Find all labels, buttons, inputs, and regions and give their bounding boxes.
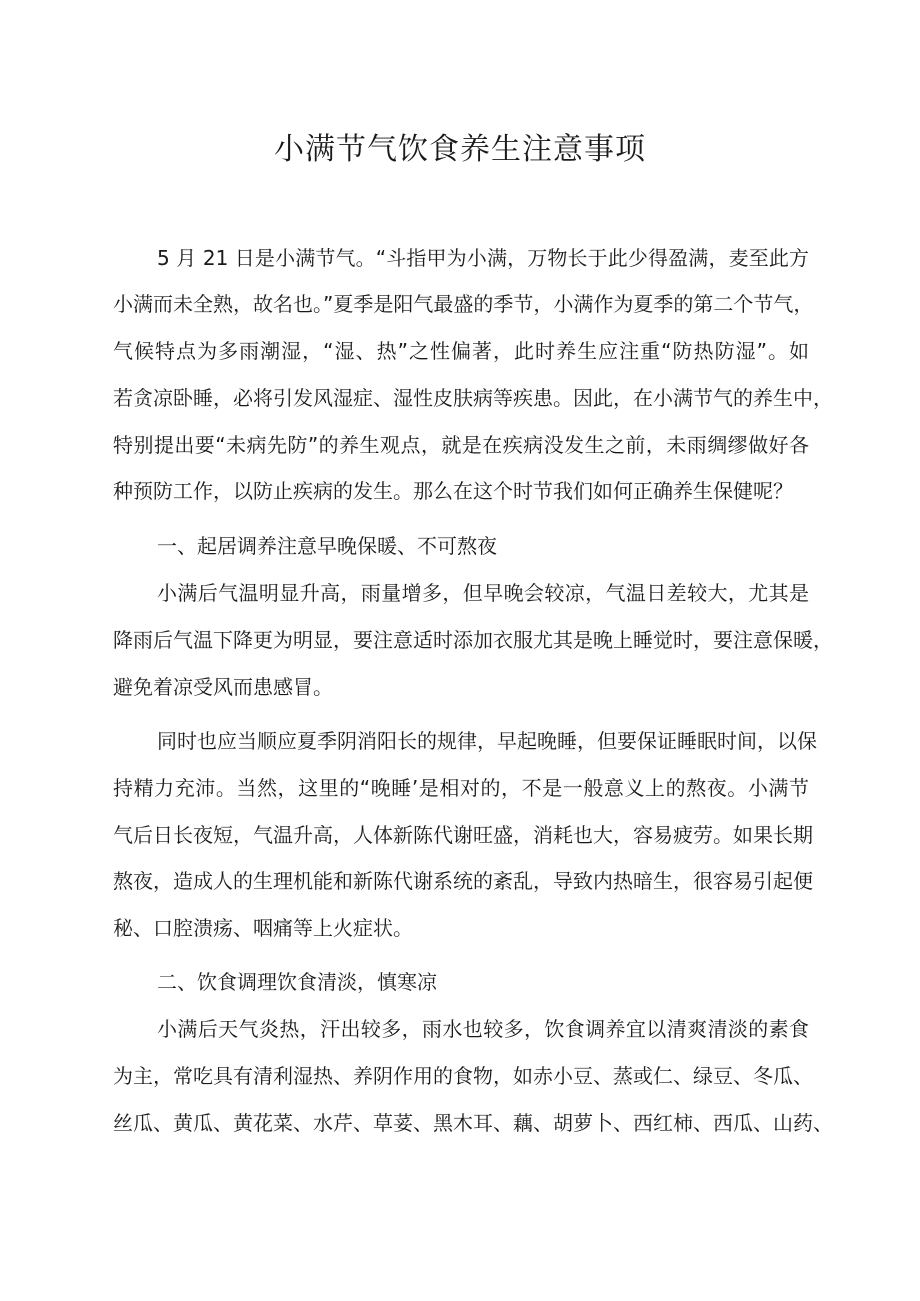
paragraph-3-line-1: 同时也应当顺应夏季阴消阳长的规律，早起晚睡，但要保证睡眠时间，以保 <box>157 729 817 753</box>
paragraph-1-line-5: 特别提出要“未病先防”的养生观点，就是在疾病没发生之前，未雨绸缪做好各 <box>113 433 809 457</box>
paragraph-4-line-3: 丝瓜、黄瓜、黄花菜、水芹、草荽、黑木耳、藕、胡萝卜、西红柿、西瓜、山药、 <box>113 1111 833 1135</box>
paragraph-3-line-4: 熬夜，造成人的生理机能和新陈代谢系统的紊乱，导致内热暗生，很容易引起便 <box>113 869 813 893</box>
paragraph-3-line-3: 气后日长夜短，气温升高，人体新陈代谢旺盛，消耗也大，容易疲劳。如果长期 <box>113 823 813 847</box>
paragraph-2-line-1: 小满后气温明显升高，雨量增多，但早晚会较凉，气温日差较大，尤其是 <box>157 581 809 605</box>
paragraph-2-line-2: 降雨后气温下降更为明显，要注意适时添加衣服尤其是晚上睡觉时，要注意保暖， <box>113 628 833 652</box>
paragraph-3-line-2: 持精力充沛。当然，这里的“晚睡’是相对的，不是一般意义上的熬夜。小满节 <box>113 776 809 800</box>
section-heading-2: 二、饮食调理饮食清淡，慎寒凉 <box>157 970 437 994</box>
paragraph-2-line-3: 避免着凉受风而患感冒。 <box>113 675 333 699</box>
paragraph-1-line-6: 种预防工作，以防止疾病的发生。那么在这个时节我们如何正确养生保健呢？ <box>113 479 793 503</box>
paragraph-3-line-5: 秘、口腔溃疡、咽痛等上火症状。 <box>113 916 413 940</box>
document-title: 小满节气饮食养生注意事项 <box>274 132 646 167</box>
paragraph-1-line-1: 5 月 21 日是小满节气。“斗指甲为小满，万物长于此少得盈满，麦至此方 <box>157 246 809 270</box>
paragraph-4-line-2: 为主，常吃具有清利湿热、养阴作用的食物，如赤小豆、蒸或仁、绿豆、冬瓜、 <box>113 1064 813 1088</box>
paragraph-1-line-3: 气候特点为多雨潮湿，“湿、热”之性偏著，此时养生应注重“防热防湿”。如 <box>113 339 809 363</box>
paragraph-1-line-4: 若贪凉卧睡，必将引发风湿症、湿性皮肤病等疾患。因此，在小满节气的养生中， <box>113 386 833 410</box>
paragraph-4-line-1: 小满后天气炎热，汗出较多，雨水也较多，饮食调养宜以清爽清淡的素食 <box>157 1017 809 1041</box>
paragraph-1-line-2: 小满而未全熟，故名也。”夏季是阳气最盛的季节，小满作为夏季的第二个节气， <box>113 292 814 316</box>
section-heading-1: 一、起居调养注意早晚保暖、不可熬夜 <box>157 534 497 558</box>
